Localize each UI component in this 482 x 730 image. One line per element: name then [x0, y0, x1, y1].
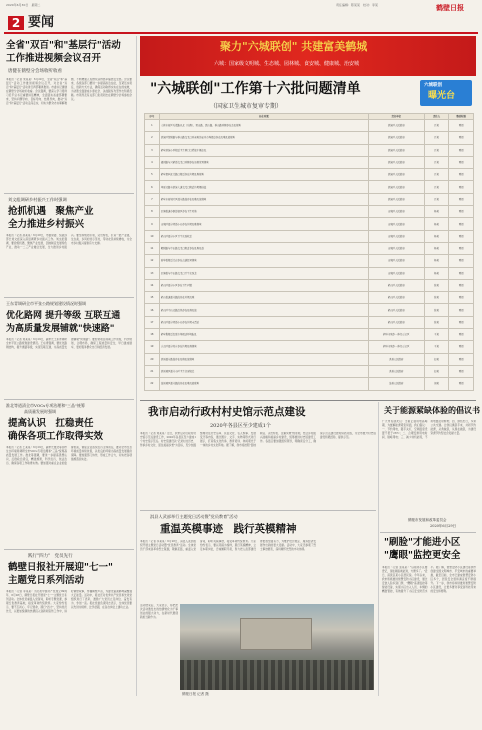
table-cell: 张某: [424, 304, 449, 316]
table-cell: 6: [145, 181, 160, 193]
table-row: [145, 365, 474, 377]
banner-line-2: 六城：国家级文明城、生态城、园林城、食安城、健康城、治安城: [214, 61, 360, 67]
table-cell: 淇滨区黎阳路与泰山路交叉口西南角的花木市场周边存在乱堆乱放现象: [159, 132, 368, 144]
r1-sign: 鹤壁市发展和改革委员会: [408, 518, 447, 522]
table-cell: 福田路与兴鹤街交叉口西侧存在违规设置现象: [159, 156, 368, 168]
table-cell: 淇滨区人民政府: [368, 193, 424, 205]
table-cell: 19: [145, 341, 160, 353]
table-cell: 红旗街与中山路交叉口卫生状况差: [159, 267, 368, 279]
banner-line-1: 聚力"六城联创" 共建富美鹤城: [220, 40, 368, 53]
table-cell: 杨某: [424, 242, 449, 254]
table-cell: 张某: [424, 316, 449, 328]
table-cell: 王某: [424, 329, 449, 341]
table-cell: 4: [145, 156, 160, 168]
table-cell: 两周: [449, 193, 474, 205]
table-cell: 鹤山区部分背街小巷存在垃圾未清运: [159, 316, 368, 328]
r1-body: 广大市民朋友们：当前正值用电高峰期，为缓解能源紧张局面，我们倡议：一、节约用电，随手关灯，空调温度设置不低于26℃；二、合理安排用电时间，错峰用电；三、减少待机能耗，不用电器及时断电；四、绿色出行，多乘公共交通。让我们携起手来，共同节约能源，从我做起，从现在做起，为建设资源节约型社会贡献力量。: [382, 420, 476, 439]
table-cell: 新华街附近门店存在占道经营现象: [159, 255, 368, 267]
table-cell: 汪某: [424, 132, 449, 144]
list-subtitle: （国家卫生城市复审专期）: [210, 103, 283, 110]
table-cell: 华夏北路与淇滨大道交叉口附近垃圾桶满溢: [159, 181, 368, 193]
table-cell: 杨某: [424, 206, 449, 218]
page-number-box: 2: [8, 16, 24, 30]
table-cell: 鹤山区人民政府: [368, 316, 424, 328]
table-cell: 山城区人民政府: [368, 267, 424, 279]
table-cell: 鹤壁市新城片区部分路段存在乱堆乱放现象: [159, 193, 368, 205]
a4-title-2: 确保各项工作取得实效: [8, 431, 104, 442]
table-row: [145, 193, 474, 205]
table-cell: 鹤壁市城乡一体化示范区: [368, 329, 424, 341]
table-cell: 山城区人民政府: [368, 230, 424, 242]
table-cell: 鹤山区人民政府: [368, 292, 424, 304]
table-cell: 鹤山区人民政府: [368, 304, 424, 316]
a4-title-1: 提高认识 扛稳责任: [8, 418, 94, 429]
table-row: [145, 267, 474, 279]
a2-title-1: 抢抓机遇 聚焦产业: [8, 206, 94, 217]
table-cell: 3: [145, 144, 160, 156]
table-cell: 王某: [424, 341, 449, 353]
table-cell: 鹤山区部分小区卫生状况较差: [159, 230, 368, 242]
a2-title-2: 全力推进乡村振兴: [8, 219, 85, 230]
divider: [4, 297, 134, 298]
table-cell: 汪某: [424, 156, 449, 168]
table-cell: 5: [145, 169, 160, 181]
table-cell: 两周: [449, 316, 474, 328]
table-cell: 12: [145, 255, 160, 267]
photo-caption: 鹤壁日报 记者 摄: [182, 692, 209, 696]
table-cell: 两周: [449, 365, 474, 377]
table-cell: 山城区人民政府: [368, 218, 424, 230]
table-row: [145, 230, 474, 242]
table-cell: 8: [145, 206, 160, 218]
table-cell: 浚县人民政府: [368, 378, 424, 390]
left-column: [4, 36, 134, 696]
table-row: [145, 181, 474, 193]
a5-kicker: 践行"四力" 党员先行: [28, 554, 73, 559]
divider: [4, 193, 134, 194]
table-cell: 两周: [449, 329, 474, 341]
a1-title-1: 全省"双百"和"基层行"活动: [6, 40, 121, 51]
table-row: [145, 329, 474, 341]
page-header: [6, 3, 476, 33]
table-cell: 两周: [449, 341, 474, 353]
table-row: [145, 353, 474, 365]
a4-kicker-2: 高质量发展时强调: [24, 409, 56, 414]
table-cell: 淇滨区人民政府: [368, 132, 424, 144]
divider: [380, 532, 476, 533]
a3-kicker: 王东青调研全市平张公路规划建设情况时强调: [6, 301, 86, 306]
table-cell: 鹤山区中山北路沿线存在乱堆乱放: [159, 304, 368, 316]
table-cell: 浚县城区部分路段存在乱堆乱放现象: [159, 378, 368, 390]
table-cell: 淇滨区人民政府: [368, 156, 424, 168]
table-cell: 汪某: [424, 193, 449, 205]
a4-body: 本报讯（记者 王某某）6月29日，副市长淮北等到市生态环境局调研全市VOCs专项治理和"三品"统筹高质量发展工作。淮北等强调，要进一步提高思想认识，扛稳政治责任，精准施策，科学治污，依法治污，确保各项工作取得实效。要加强对重点企业的监督检查，督促企业落实治污主体责任，推动全市生态环境质量持续改善，以优良的环境为高质量发展提供保障。要加强部门协作，形成工作合力，切实把各项措施落到实处。: [6, 446, 132, 465]
table-row: [145, 132, 474, 144]
table-cell: 两周: [449, 304, 474, 316]
table-row: [145, 279, 474, 291]
editor-line: 责任编辑：陈某某 校对：李某: [336, 3, 379, 7]
table-cell: 两周: [449, 156, 474, 168]
table-cell: 杨某: [424, 255, 449, 267]
table-row: [145, 169, 474, 181]
table-cell: 1: [145, 120, 160, 132]
table-cell: 22: [145, 378, 160, 390]
a1-subtitle: 唐健在鹤壁分会场收听收看: [8, 69, 62, 74]
table-header-cell: 责任单位: [368, 114, 424, 120]
a3-title-1: 优化路网 提升等级 互联互通: [6, 311, 121, 321]
badge-label: 曝光台: [428, 91, 456, 101]
r2-body: 本报讯（记者 张某某）"以前进小区要登记，现在刷脸就能进，方便多了。"近日，淇滨区某小区居民说。今年以来，我市积极推进智慧安防小区建设，通过安装人脸识别门禁、"鹰眼"高清监控等智能设备，实现小区出入人员、车辆的精准管控，有效提升了小区安全防范水平。据了解，智慧安防小区建设是我市创建全国文明城市、平安城市的重要举措，截至目前，全市已建成智慧安防小区多个，居民安全感和满意度不断提升。下一步，我市将持续推进智慧安防小区建设，让更多群众享受到科技带来的安全和便利。: [382, 566, 476, 593]
divider: [4, 399, 134, 400]
table-cell: 两周: [449, 181, 474, 193]
table-cell: 淇县人民政府: [368, 353, 424, 365]
table-cell: 20: [145, 353, 160, 365]
table-header-cell: 序号: [145, 114, 160, 120]
table-cell: 淇县城区部分小区卫生状况较差: [159, 365, 368, 377]
table-cell: 山城区人民政府: [368, 255, 424, 267]
m2-kicker: 淇县人武部举行主题党日活动暨"党员教育"活动: [150, 514, 238, 519]
table-cell: 淇滨区人民政府: [368, 120, 424, 132]
problem-list-table: [144, 113, 474, 391]
table-cell: 朝阳路与中山路交叉口附近存在乱堆乱放: [159, 242, 368, 254]
header-rule: [4, 32, 478, 34]
table-row: [145, 120, 474, 132]
table-cell: 淇滨区人民政府: [368, 181, 424, 193]
masthead: 鹤壁日报: [436, 3, 464, 12]
table-row: [145, 304, 474, 316]
mid-body: 本报讯（记者 刘某某）近日，我市启动行政村村史馆示范点建设工作，2020年各县区至少建成1个村史馆示范点。村史馆建设以"记录村庄历史、传承乡村文化、留住美丽乡愁"为目标，充分挖掘整理村庄历史沿革、民俗文化、名人轶事、发展变迁等内容，通过图片、文字、实物等形式进行展示，打造集文化传承、教育培训、休闲观光于一体的乡村文化阵地。据了解，我市将按照"因地制宜、突出特色、注重实效"的原则，结合乡村振兴战略和美丽乡村建设，统筹推进村史馆建设工作。各县区要加强组织领导，明确责任分工，确保示范点建设按时保质完成，为全市推开村史馆建设积累经验、提供示范。: [140, 432, 376, 447]
news-photo: [180, 604, 374, 690]
table-cell: 鹤山街道部分路段存在垃圾乱堆: [159, 292, 368, 304]
table-row: [145, 218, 474, 230]
table-cell: 17: [145, 316, 160, 328]
table-row: [145, 378, 474, 390]
r2-title-1: "刷脸"才能进小区: [384, 537, 461, 548]
campaign-banner: [140, 36, 476, 76]
table-row: [145, 255, 474, 267]
table-cell: 山城区部分背街小巷存在垃圾乱堆现象: [159, 218, 368, 230]
table-cell: 山城区人民政府: [368, 206, 424, 218]
divider: [140, 510, 376, 511]
table-cell: 淇县人民政府: [368, 365, 424, 377]
table-row: [145, 292, 474, 304]
table-row: [145, 341, 474, 353]
table-row: [145, 242, 474, 254]
table-cell: 2: [145, 132, 160, 144]
table-cell: 杨某: [424, 230, 449, 242]
a1-title-2: 工作推进视频会议召开: [6, 53, 102, 64]
table-cell: 21: [145, 365, 160, 377]
table-cell: 红旗街道办事处辖区存在卫生死角: [159, 206, 368, 218]
table-cell: 16: [145, 304, 160, 316]
table-cell: 汪某: [424, 169, 449, 181]
table-cell: 淇滨区人民政府: [368, 169, 424, 181]
mid-title: 我市启动行政村村史馆示范点建设: [148, 406, 306, 418]
photo-crowd: [180, 660, 374, 690]
r2-title-2: "鹰眼"监控更安全: [384, 550, 461, 561]
table-cell: 10: [145, 230, 160, 242]
table-cell: 杨某: [424, 267, 449, 279]
m2-body: 本报讯（记者 李某某）6月28日，淇县人武部组织开展主题党日活动暨"党员教育"活动。全体党员干部来到革命烈士陵园，敬献花篮，重温入党誓词，聆听英模事迹，接受革命传统教育。大家纷纷表示，要以英模为榜样，践行英模精神，立足本职岗位，忠诚履职尽责，努力把人武部建设得更加坚强有力，为维护社会稳定、服务经济发展作出新的更大贡献。活动中，大家还参观了烈士事迹展览，深切缅怀先烈的丰功伟绩。: [140, 540, 316, 551]
table-cell: 13: [145, 267, 160, 279]
table-cell: 7: [145, 193, 160, 205]
table-cell: 张某: [424, 292, 449, 304]
mid-subtitle: 2020年各县区至少建成1个: [210, 423, 271, 429]
table-cell: 两周: [449, 218, 474, 230]
table-header-cell: 存在问题: [159, 114, 368, 120]
r1-title: 关于能源紧缺体验的倡议书: [384, 406, 480, 415]
exposure-badge: [420, 80, 472, 106]
a5-title-2: 主题党日系列活动: [8, 575, 85, 586]
a5-body: 本报讯（记者 李某某）为庆祝中国共产党成立99周年，6月28日，鹤壁日报社开展迎"七一"主题党日系列活动。全体党员重温入党誓词，聆听专题党课，参观红色教育基地，接受革命传统教育。大家纷纷表示，要不忘初心、牢记使命，践行"四力"，坚持党员先行，以更加饱满的热情投入到新闻宣传工作中，讲好鹤壁故事，传播鹤壁声音，为建设富美鹤城凝聚强大正能量。活动中，报社还对优秀共产党员和先进党组织进行了表彰，激励广大党员立足岗位、奋发有为、争创一流。报社党委负责同志表示，全体党员要以先进为榜样，比学赶超，在各自岗位上建功立业。: [6, 590, 132, 613]
m2-body-cont: 活动结束后，大家表示，将把此次活动激发出的热情转化为干事创业的强大动力，在新时代展现新担当新作为。: [140, 604, 178, 619]
table-cell: 鹤壁嘉园北门路口附近存在垃圾乱堆现象: [159, 169, 368, 181]
table-cell: 两周: [449, 242, 474, 254]
table-row: [145, 206, 474, 218]
table-cell: 张某: [424, 279, 449, 291]
table-cell: 两周: [449, 292, 474, 304]
table-cell: 赵某: [424, 353, 449, 365]
table-cell: 刘某: [424, 378, 449, 390]
m2-title: 重温英模事迹 践行英模精神: [160, 523, 297, 535]
table-cell: 15: [145, 292, 160, 304]
a3-title-2: 为高质量发展铺就"快速路": [6, 324, 115, 334]
divider: [140, 400, 476, 401]
table-cell: 两周: [449, 120, 474, 132]
table-cell: 两周: [449, 230, 474, 242]
table-cell: 汪某: [424, 144, 449, 156]
table-cell: 大鹤市新区天都路以北（东侧）、黄山路、嵩山路、泰山路西侧存在杂乱现象: [159, 120, 368, 132]
table-cell: 两周: [449, 267, 474, 279]
table-cell: 淇县部分路段存在乱堆乱放现象: [159, 353, 368, 365]
table-header-cell: 整改时限: [449, 114, 474, 120]
table-row: [145, 144, 474, 156]
table-cell: 两周: [449, 144, 474, 156]
table-cell: 两周: [449, 353, 474, 365]
table-cell: 14: [145, 279, 160, 291]
table-cell: 山城区人民政府: [368, 242, 424, 254]
table-cell: 两周: [449, 255, 474, 267]
table-cell: 汪某: [424, 181, 449, 193]
table-row: [145, 316, 474, 328]
table-cell: 示范区部分村庄存在垃圾乱堆现象: [159, 341, 368, 353]
table-cell: 汪某: [424, 120, 449, 132]
table-cell: 杨某: [424, 218, 449, 230]
table-cell: 两周: [449, 169, 474, 181]
a2-kicker: 刘文彪调研乡村振兴工作时强调: [8, 197, 67, 202]
badge-top: 六城联创: [424, 83, 442, 88]
a5-title-1: 鹤壁日报社开展迎"七一": [8, 562, 113, 573]
table-cell: 淇滨区人民政府: [368, 144, 424, 156]
table-cell: 两周: [449, 206, 474, 218]
table-cell: 9: [145, 218, 160, 230]
table-cell: 鹤壁集附近农贸市场周边环境脏乱: [159, 329, 368, 341]
a2-body: 本报讯（记者 孙某某）6月28日，市委常委、统战部部长刘文彪深入淇县调研乡村振兴工作。刘文彪强调，要抢抓机遇，聚焦产业发展，因地制宜发展特色产业，推动一二三产业融合发展，全力推进乡村振兴。要坚持规划引领，突出特色，打造一批产业强、生态美、乡风好的示范村，带动农民持续增收，为全市乡村振兴提供有力支撑。: [6, 234, 132, 249]
table-cell: 鹤壁淇滨小区附近卫生间门口停放车辆杂乱: [159, 144, 368, 156]
a4-kicker: 淮北等道清全市VOCs专项治理和"三品"统筹: [6, 403, 85, 408]
table-cell: 11: [145, 242, 160, 254]
a1-body: 本报讯（记者 朱某某）6月29日，全省"双百"和"基层行"活动工作推进视频会议召开，对全省"双百"和"基层行"活动进行再部署再推进。市委书记唐健在鹤壁分会场收听收看。会议强调，要深入学习贯彻习近平总书记重要讲话精神，全面落实省委部署要求，坚持问题导向、目标导向、结果导向，推动"双百"和"基层行"活动走深走实，切实为群众办实事解难题，不断增强人民群众获得感幸福感安全感。会议要求，各级各部门要进一步提高政治站位，压紧压实责任，创新方式方法，确保活动取得实实在在的成效，为决胜全面建成小康社会、决战脱贫攻坚作出积极贡献。市领导及有关部门负责同志在鹤壁分会场参加会议。: [6, 78, 132, 105]
table-cell: 鹤山区部分小区存在卫生问题: [159, 279, 368, 291]
section-title: 要闻: [28, 15, 55, 30]
list-title: "六城联创"工作第十六批问题清单: [150, 81, 361, 97]
a3-body: 本报讯（记者 刘某某）6月29日，副市长王东青调研全市平张公路规划建设情况。王东青强调，要优化路网结构，提升道路等级，实现互联互通，为高质量发展铺就"快速路"。要加快项目前期工作进度，科学规划，合理布局，确保工程质量和安全，早日建成通车，更好服务群众出行和经济发展。: [6, 338, 132, 349]
table-cell: 两周: [449, 132, 474, 144]
photo-building: [240, 618, 312, 650]
table-cell: 鹤山区人民政府: [368, 279, 424, 291]
divider: [4, 549, 134, 550]
column-divider: [136, 36, 137, 696]
table-row: [145, 156, 474, 168]
column-divider: [378, 402, 379, 696]
table-cell: 18: [145, 329, 160, 341]
table-header-cell: 责任人: [424, 114, 449, 120]
date-line: 2020年6月30日 星期二: [6, 3, 41, 7]
table-cell: 两周: [449, 279, 474, 291]
table-cell: 两周: [449, 378, 474, 390]
r1-date: 2020年6月29日: [430, 524, 457, 528]
table-cell: 鹤壁市城乡一体化示范区: [368, 341, 424, 353]
table-cell: 赵某: [424, 365, 449, 377]
